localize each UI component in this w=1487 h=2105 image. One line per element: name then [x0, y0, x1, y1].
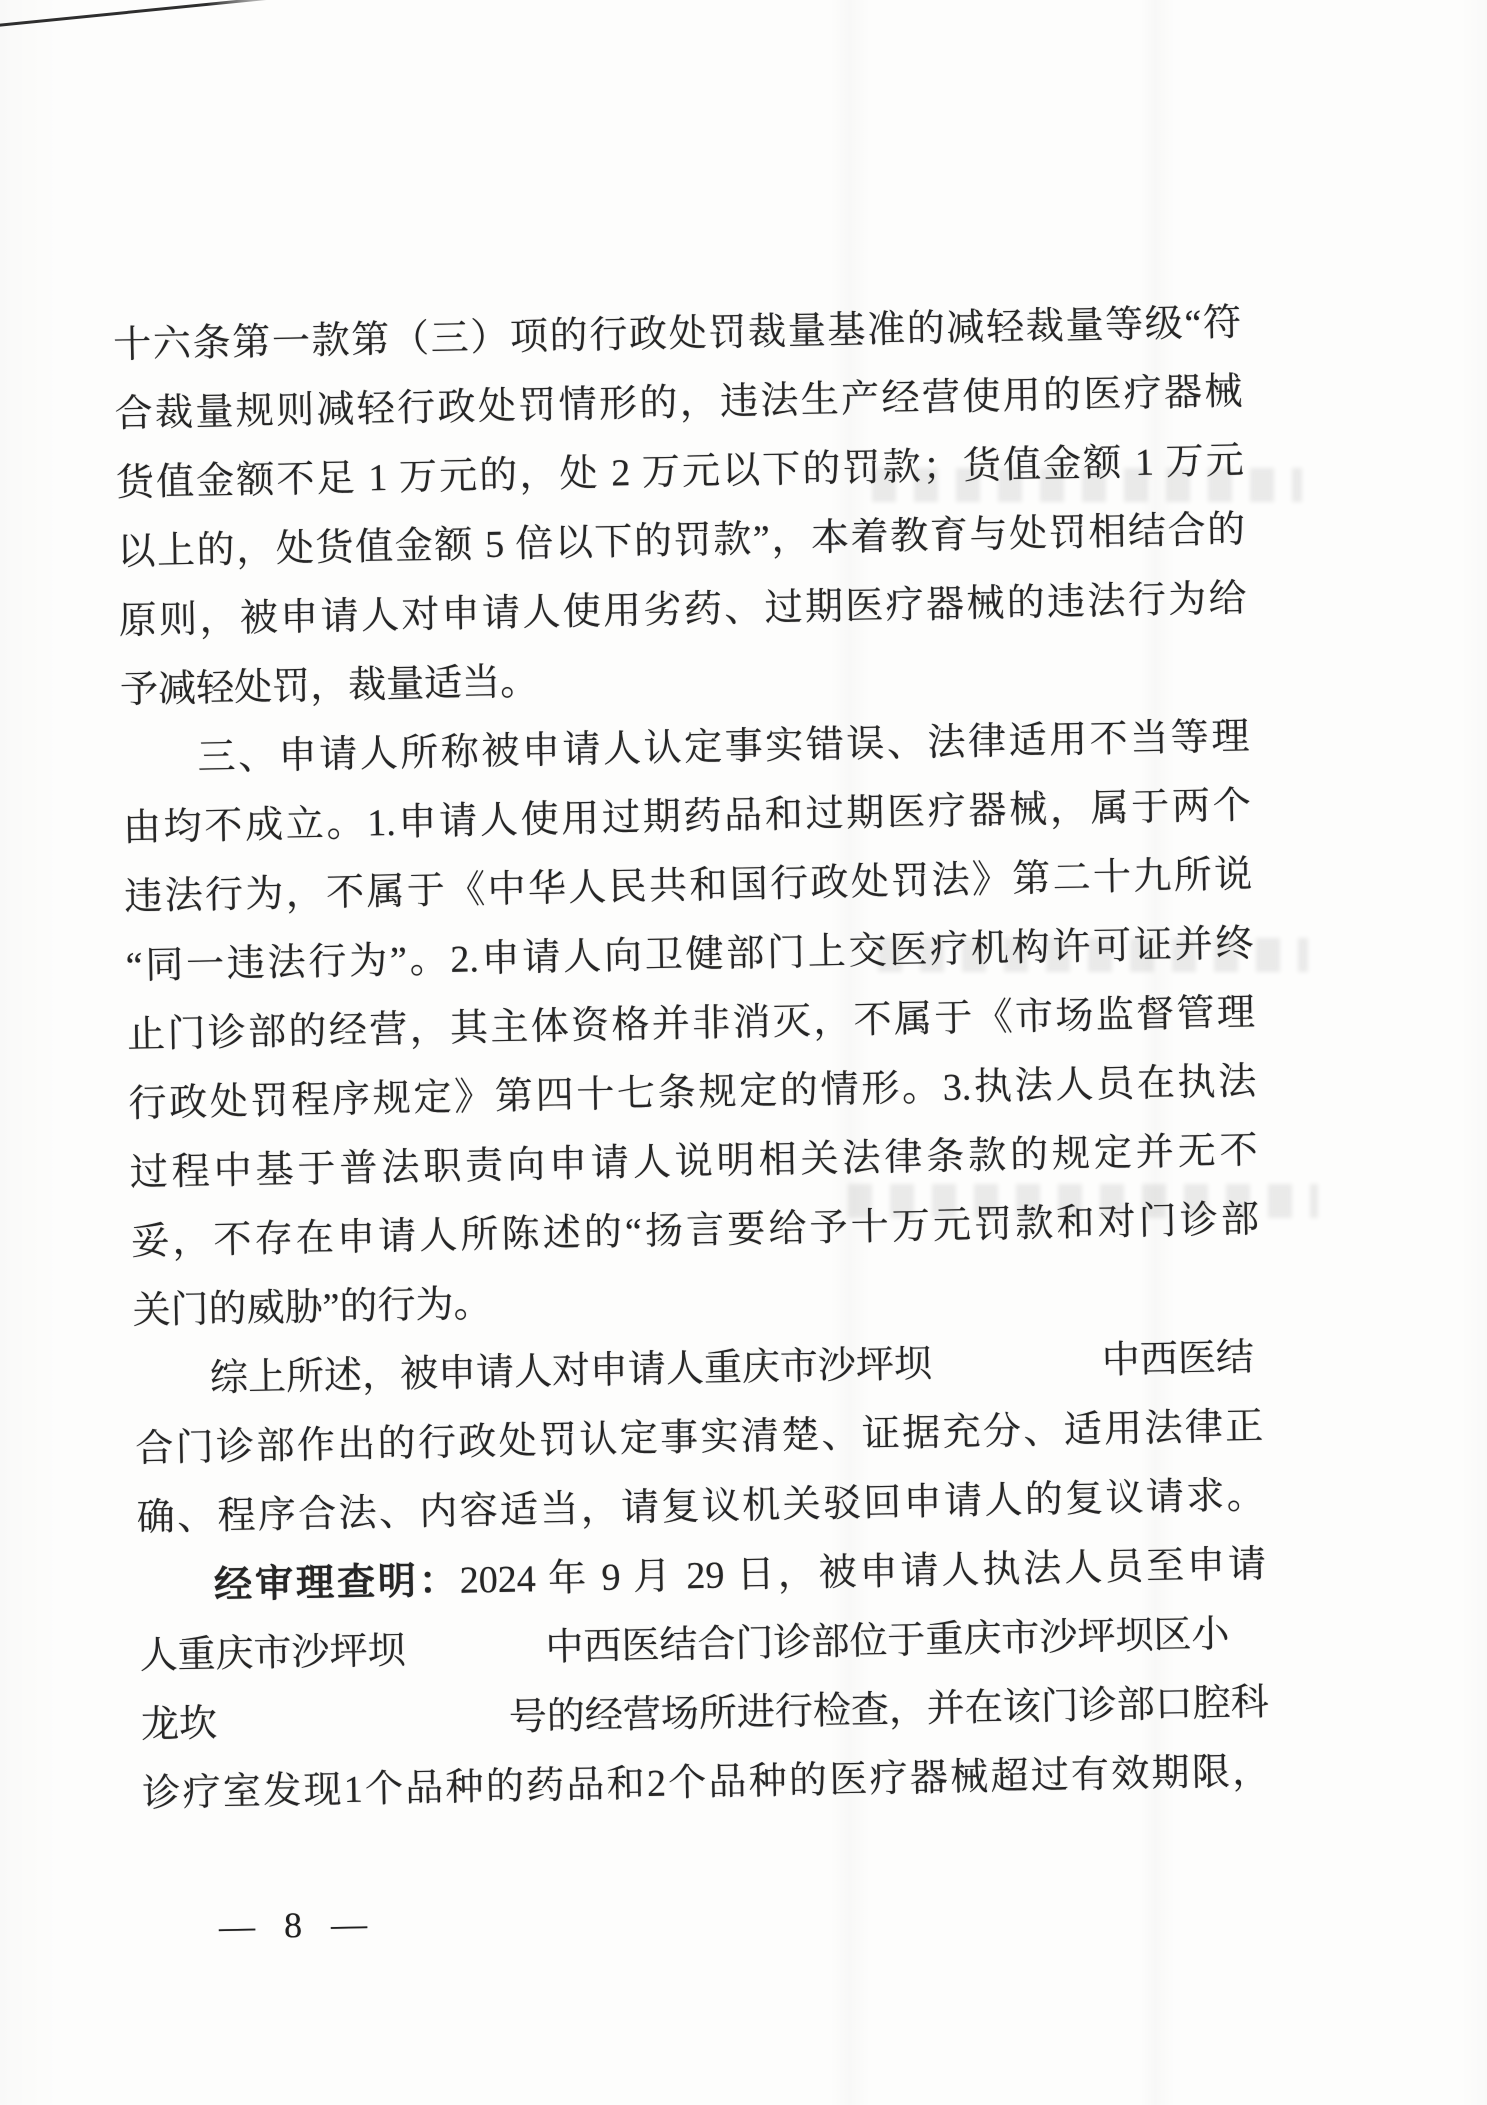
text-line: 止门诊部的经营，其主体资格并非消灭，不属于《市场监督管理: [126, 991, 1256, 1057]
text-line: 合门诊部作出的行政处罚认定事实清楚、证据充分、适用法律正: [134, 1405, 1264, 1471]
text-line: 确、程序合法、内容适当，请复议机关驳回申请人的复议请求。: [136, 1474, 1265, 1540]
page-number: — 8 —: [218, 1903, 378, 1947]
text-line: 予减轻处罚，裁量适当。: [119, 661, 539, 712]
text-line: 十六条第一款第（三）项的行政处罚裁量基准的减轻裁量等级“符: [112, 301, 1242, 367]
bold-heading-inline: 经审理查明：: [213, 1559, 461, 1607]
text-segment: 号的经营场所进行检查，并在该门诊部口腔科: [508, 1681, 1270, 1739]
redaction-gap: [217, 1720, 509, 1736]
scan-edge-artifact: [0, 0, 267, 27]
redaction-gap: [932, 1363, 1102, 1376]
text-segment: 龙坎: [140, 1702, 218, 1747]
text-segment: 2024 年 9 月 29 日，被申请人执法人员至申请: [459, 1543, 1267, 1602]
text-segment: 中西医结合门诊部位于重庆市沙坪坝区小: [545, 1613, 1230, 1670]
text-line: 过程中基于普法职责向申请人说明相关法律条款的规定并无不: [129, 1129, 1259, 1195]
text-line: 合裁量规则减轻行政处罚情形的，违法生产经营使用的医疗器械: [114, 370, 1243, 436]
text-line: 诊疗室发现1个品种的药品和2个品种的医疗器械超过有效期限，: [141, 1750, 1271, 1816]
text-line: 原则，被申请人对申请人使用劣药、过期医疗器械的违法行为给: [118, 577, 1247, 643]
text-line: 妥，不存在申请人所陈述的“扬言要给予十万元罚款和对门诊部: [130, 1198, 1260, 1264]
text-line: 由均不成立。1.申请人使用过期药品和过期医疗器械，属于两个: [122, 784, 1252, 850]
text-line: 关门的威胁”的行为。: [132, 1283, 492, 1333]
text-segment: 综上所述，被申请人对申请人重庆市沙坪坝: [209, 1343, 933, 1400]
text-line: 行政处罚程序规定》第四十七条规定的情形。3.执法人员在执法: [128, 1060, 1257, 1126]
redaction-gap: [406, 1650, 546, 1663]
text-line: 货值金额不足 1 万元的，处 2 万元以下的罚款；货值金额 1 万元: [115, 439, 1245, 505]
text-line: 违法行为，不属于《中华人民共和国行政处罚法》第二十九所说: [123, 853, 1253, 919]
text-segment: 人重庆市沙坪坝: [139, 1629, 406, 1678]
text-line: 三、申请人所称被申请人认定事实错误、法律适用不当等理: [197, 715, 1250, 779]
text-line: 以上的，处货值金额 5 倍以下的罚款”，本着教育与处罚相结合的: [116, 508, 1246, 574]
text-line: “同一违法行为”。2.申请人向卫健部门上交医疗机构许可证并终: [125, 922, 1254, 988]
document-text-block: [113, 289, 1275, 2031]
text-segment: 中西医结: [1101, 1336, 1255, 1382]
